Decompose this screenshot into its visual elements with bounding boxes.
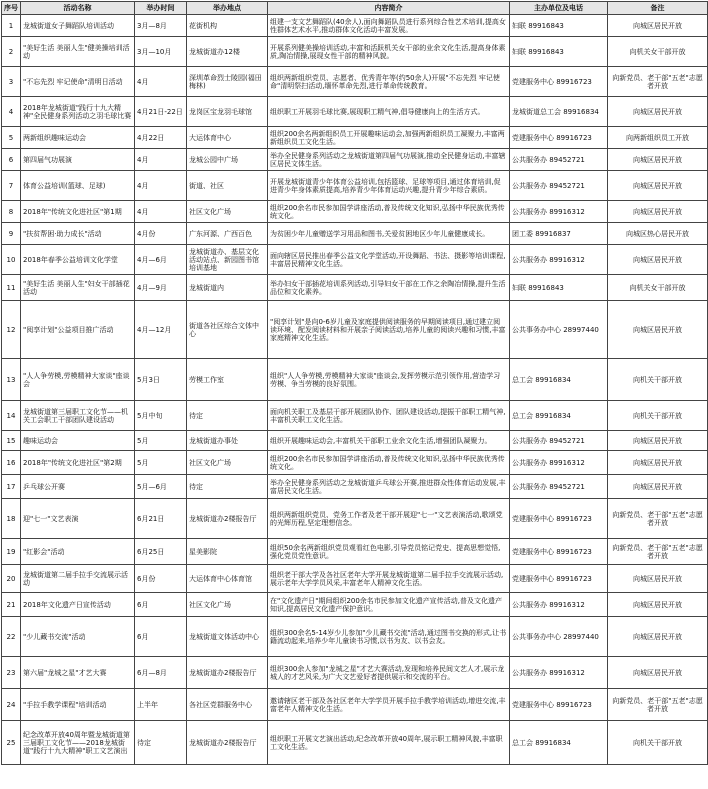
activity-name: "扶贫帮困·助力成长"活动 [21, 223, 135, 245]
activity-name: 2018年春季公益培训文化学堂 [21, 245, 135, 275]
activity-place: 龙城街道办12楼 [187, 37, 268, 67]
organizer-phone: 公共服务办 89916312 [510, 657, 608, 689]
activity-desc: 组织300余名5-14岁少儿参加"少儿藏书交流"活动,通过图书交换的形式,让书籍流动起来,培养少年儿童读书习惯,以书为友、以书会友。 [268, 617, 510, 657]
organizer-phone: 妇联 89916843 [510, 37, 608, 67]
organizer-phone: 党建服务中心 89916723 [510, 499, 608, 539]
activity-name: 纪念改革开放40周年暨龙城街道第三届职工文化节——2018龙城街道"践行十九大精神"职工文艺演出 [21, 721, 135, 765]
activity-name: 乒乓球公开赛 [21, 475, 135, 499]
activity-time: 4月 [135, 201, 187, 223]
activity-desc: 开展系列健美操培训活动,丰富和活跃机关女干部的业余文化生活,提高身体素质,陶冶情操,展现女性干部的精神风貌。 [268, 37, 510, 67]
activity-note: 向新党员、老干部"五老"志愿者开放 [608, 499, 708, 539]
activity-time: 5月3日 [135, 359, 187, 401]
activity-place: 龙岗区宝龙羽毛球馆 [187, 97, 268, 127]
activity-note: 向机关女干部开放 [608, 37, 708, 67]
table-row [2, 301, 708, 359]
activity-place: 深圳革命烈士陵园(福田梅林) [187, 67, 268, 97]
activity-note: 向城区居民开放 [608, 97, 708, 127]
organizer-phone: 党建服务中心 89916723 [510, 67, 608, 97]
activity-note: 向城区居民开放 [608, 149, 708, 171]
activity-name: 龙城街道第三届职工文化节——机关工会职工干部团队建设活动 [21, 401, 135, 431]
organizer-phone: 党建服务中心 89916723 [510, 565, 608, 593]
activity-place: 街道、社区 [187, 171, 268, 201]
activity-time: 4月 [135, 171, 187, 201]
row-number: 12 [2, 301, 21, 359]
activity-place: 社区文化广场 [187, 451, 268, 475]
activity-name: 第四届气功展演 [21, 149, 135, 171]
row-number: 25 [2, 721, 21, 765]
row-number: 22 [2, 617, 21, 657]
activity-time: 4月21日-22日 [135, 97, 187, 127]
activity-note: 向城区居民开放 [608, 617, 708, 657]
activity-note: 向城区居民开放 [608, 657, 708, 689]
activity-name: 2018年"传统文化进社区"第2期 [21, 451, 135, 475]
table-row [2, 499, 708, 539]
row-number: 14 [2, 401, 21, 431]
activity-note: 向城区居民开放 [608, 565, 708, 593]
activity-note: 向新党员、老干部"五老"志愿者开放 [608, 67, 708, 97]
table-row [2, 37, 708, 67]
organizer-phone: 龙城街道总工会 89916834 [510, 97, 608, 127]
activity-time: 4月—9月 [135, 275, 187, 301]
row-number: 19 [2, 539, 21, 565]
activity-time: 待定 [135, 721, 187, 765]
activity-place: 待定 [187, 401, 268, 431]
activity-time: 4月 [135, 67, 187, 97]
activity-desc: 组织200余名市民参加国学讲座活动,普及传统文化知识,弘扬中华民族优秀传统文化。 [268, 451, 510, 475]
activity-place: 星美影院 [187, 539, 268, 565]
activity-name: 迎"七一"文艺表演 [21, 499, 135, 539]
table-row [2, 201, 708, 223]
organizer-phone: 公共服务办 89916312 [510, 451, 608, 475]
activity-note: 向新党员、老干部"五老"志愿者开放 [608, 689, 708, 721]
table-row [2, 565, 708, 593]
activity-desc: 在"文化遗产日"期间组织200余名市民参加文化遗产宣传活动,普及文化遗产知识,提高居民文化遗产保护意识。 [268, 593, 510, 617]
organizer-phone: 团工委 89916837 [510, 223, 608, 245]
organizer-phone: 公共事务办中心 28997440 [510, 617, 608, 657]
activity-desc: 组织两新组织党员、志愿者、优秀青年等(约50余人)开展"不忘先烈 牢记使命"清明祭扫活动,缅怀革命先烈,进行革命传统教育。 [268, 67, 510, 97]
activity-place: 龙城街道办2楼报告厅 [187, 657, 268, 689]
header-desc: 内容简介 [268, 2, 510, 15]
organizer-phone: 公共服务办 89916312 [510, 201, 608, 223]
activity-time: 上半年 [135, 689, 187, 721]
organizer-phone: 公共服务办 89452721 [510, 149, 608, 171]
organizer-phone: 妇联 89916843 [510, 275, 608, 301]
activity-time: 4月—12月 [135, 301, 187, 359]
activity-time: 4月份 [135, 223, 187, 245]
activity-desc: 组织老干部大学及各社区老年大学开展龙城街道第二届手拉手交流展示活动,展示老年大学学员风采,丰富老年人精神文化生活。 [268, 565, 510, 593]
row-number: 23 [2, 657, 21, 689]
activity-place: 龙城街道办2楼报告厅 [187, 721, 268, 765]
activity-name: 两新组织趣味运动会 [21, 127, 135, 149]
activity-place: 龙城街道办事处 [187, 431, 268, 451]
activity-desc: 举办全民健身系列活动之龙城街道乒乓球公开赛,推进群众性体育运动发展,丰富居民文化生活。 [268, 475, 510, 499]
row-number: 7 [2, 171, 21, 201]
activity-desc: 举办妇女干部插花培训系列活动,引导妇女干部在工作之余陶冶情操,提升生活品位和文化素养。 [268, 275, 510, 301]
activity-name: 2018年"传统文化进社区"第1期 [21, 201, 135, 223]
activity-time: 4月 [135, 149, 187, 171]
activity-note: 向城区居民开放 [608, 593, 708, 617]
activity-note: 向机关干部开放 [608, 721, 708, 765]
row-number: 21 [2, 593, 21, 617]
activity-place: 劳模工作室 [187, 359, 268, 401]
activity-note: 向城区居民开放 [608, 201, 708, 223]
table-row [2, 593, 708, 617]
activity-desc: 邀请辖区老干部及各社区老年大学学员开展手拉手教学培训活动,增进交流,丰富老年人精神文化生活。 [268, 689, 510, 721]
table-row [2, 451, 708, 475]
table-row [2, 359, 708, 401]
activity-time: 5月 [135, 431, 187, 451]
activity-name: 趣味运动会 [21, 431, 135, 451]
table-row [2, 539, 708, 565]
table-row [2, 67, 708, 97]
activity-name: "红影会"活动 [21, 539, 135, 565]
activity-note: 向机关干部开放 [608, 359, 708, 401]
organizer-phone: 总工会 89916834 [510, 359, 608, 401]
table-row [2, 149, 708, 171]
table-row [2, 431, 708, 451]
activity-time: 3月—8月 [135, 15, 187, 37]
table-row [2, 97, 708, 127]
activity-name: "阅享计划"公益项目推广活动 [21, 301, 135, 359]
activity-name: 体育公益培训(篮球、足球) [21, 171, 135, 201]
activity-desc: 组织两新组织党员、党务工作者及老干部开展迎"七一"文艺表演活动,歌颂党的光辉历程,坚定理想信念。 [268, 499, 510, 539]
activity-desc: 面向辖区居民推出春季公益文化学堂活动,开设舞蹈、书法、摄影等培训课程,丰富居民精神文化生活。 [268, 245, 510, 275]
table-row [2, 689, 708, 721]
table-row [2, 401, 708, 431]
activity-note: 向城区居民开放 [608, 245, 708, 275]
activity-name: "美好生活 美丽人生"健美操培训活动 [21, 37, 135, 67]
organizer-phone: 总工会 89916834 [510, 401, 608, 431]
activity-time: 4月22日 [135, 127, 187, 149]
activity-name: "少儿藏书交流"活动 [21, 617, 135, 657]
row-number: 9 [2, 223, 21, 245]
header-org: 主办单位及电话 [510, 2, 608, 15]
activity-name: "人人争劳模,劳模精神大家谈"座谈会 [21, 359, 135, 401]
row-number: 8 [2, 201, 21, 223]
organizer-phone: 总工会 89916834 [510, 721, 608, 765]
organizer-phone: 公共服务办 89916312 [510, 593, 608, 617]
activity-note: 向机关女干部开放 [608, 275, 708, 301]
header-note: 备注 [608, 2, 708, 15]
row-number: 6 [2, 149, 21, 171]
table-row [2, 171, 708, 201]
row-number: 16 [2, 451, 21, 475]
activity-note: 向城区居民开放 [608, 15, 708, 37]
activity-place: 大运体育中心 [187, 127, 268, 149]
activity-time: 5月中旬 [135, 401, 187, 431]
activity-time: 6月 [135, 617, 187, 657]
header-row [2, 2, 708, 15]
activity-note: 向城区居民开放 [608, 171, 708, 201]
activity-place: 龙城公园中广场 [187, 149, 268, 171]
activity-time: 6月21日 [135, 499, 187, 539]
activity-note: 向两新组织员工开放 [608, 127, 708, 149]
activity-desc: 面向机关职工及基层干部开展团队协作、团队建设活动,提振干部职工精气神,丰富机关职工文化生活。 [268, 401, 510, 431]
table-row [2, 657, 708, 689]
activity-desc: "阅享计划"是向0-6岁儿童及家庭提供阅读服务的早期阅读项目,通过建立阅读环境、配发阅读材料和开展亲子阅读活动,培养儿童的阅读兴趣和习惯,丰富家庭精神文化生活。 [268, 301, 510, 359]
table-row [2, 475, 708, 499]
row-number: 18 [2, 499, 21, 539]
organizer-phone: 党建服务中心 89916723 [510, 127, 608, 149]
activity-time: 3月—10月 [135, 37, 187, 67]
row-number: 4 [2, 97, 21, 127]
row-number: 5 [2, 127, 21, 149]
activity-place: 大运体育中心体育馆 [187, 565, 268, 593]
row-number: 20 [2, 565, 21, 593]
activity-place: 社区文化广场 [187, 593, 268, 617]
activity-desc: 组织200余名市民参加国学讲座活动,普及传统文化知识,弘扬中华民族优秀传统文化。 [268, 201, 510, 223]
activity-time: 6月25日 [135, 539, 187, 565]
organizer-phone: 公共服务办 89452721 [510, 475, 608, 499]
activity-name: 龙城街道女子舞蹈队培训活动 [21, 15, 135, 37]
activity-note: 向城区热心居民开放 [608, 223, 708, 245]
organizer-phone: 公共服务办 89452721 [510, 171, 608, 201]
row-number: 1 [2, 15, 21, 37]
activity-place: 龙城街道办2楼报告厅 [187, 499, 268, 539]
activity-desc: 组织300余人参加"龙城之星"才艺大赛活动,发现和培养民间文艺人才,展示龙城人的才艺风采,为广大文艺爱好者提供展示和交流的平台。 [268, 657, 510, 689]
activity-desc: 组织开展趣味运动会,丰富机关干部职工业余文化生活,增强团队凝聚力。 [268, 431, 510, 451]
activity-place: 花街机构 [187, 15, 268, 37]
header-time: 举办时间 [135, 2, 187, 15]
activity-time: 4月—6月 [135, 245, 187, 275]
activity-desc: 组织50余名两新组织党员观看红色电影,引导党员铭记党史、提高思想觉悟,强化党员党性意识。 [268, 539, 510, 565]
table-row [2, 223, 708, 245]
activity-place: 龙城街道文体活动中心 [187, 617, 268, 657]
activity-place: 街道各社区综合文体中心 [187, 301, 268, 359]
row-number: 11 [2, 275, 21, 301]
activity-name: 2018年龙城街道"践行十九大精神"全民健身系列活动之羽毛球比赛 [21, 97, 135, 127]
activity-place: 龙城街道办、基层文化活动站点、新园图书馆培训基地 [187, 245, 268, 275]
table-row [2, 721, 708, 765]
header-place: 举办地点 [187, 2, 268, 15]
organizer-phone: 公共事务办中心 28997440 [510, 301, 608, 359]
activity-place: 待定 [187, 475, 268, 499]
activity-desc: 举办全民健身系列活动之龙城街道第四届气功展演,推动全民健身运动,丰富辖区居民文体生活。 [268, 149, 510, 171]
activity-time: 6月 [135, 593, 187, 617]
table-row [2, 245, 708, 275]
table-row [2, 275, 708, 301]
activity-time: 6月—8月 [135, 657, 187, 689]
table-row [2, 15, 708, 37]
row-number: 15 [2, 431, 21, 451]
activity-place: 龙城街道内 [187, 275, 268, 301]
table-row [2, 127, 708, 149]
row-number: 2 [2, 37, 21, 67]
activity-desc: 组织职工开展文艺演出活动,纪念改革开放40周年,展示职工精神风貌,丰富职工文化生活。 [268, 721, 510, 765]
row-number: 13 [2, 359, 21, 401]
activity-time: 6月份 [135, 565, 187, 593]
organizer-phone: 公共服务办 89452721 [510, 431, 608, 451]
activity-place: 各社区党群服务中心 [187, 689, 268, 721]
activity-desc: 组织200余名两新组织员工开展趣味运动会,加强两新组织员工凝聚力,丰富两新组织员工文化生活。 [268, 127, 510, 149]
activity-name: "不忘先烈 牢记使命"清明日活动 [21, 67, 135, 97]
activity-name: 第六届"龙城之星"才艺大赛 [21, 657, 135, 689]
organizer-phone: 公共服务办 89916312 [510, 245, 608, 275]
row-number: 17 [2, 475, 21, 499]
activity-note: 向城区居民开放 [608, 431, 708, 451]
row-number: 24 [2, 689, 21, 721]
activity-place: 社区文化广场 [187, 201, 268, 223]
activity-desc: 组织"人人争劳模,劳模精神大家谈"座谈会,发挥劳模示范引领作用,营造学习劳模、争当劳模的良好氛围。 [268, 359, 510, 401]
activity-time: 5月 [135, 451, 187, 475]
activity-desc: 开展龙城街道青少年体育公益培训,包括篮球、足球等项目,通过体育培训,促进青少年身体素质提高,培养青少年体育运动兴趣,提升青少年综合素质。 [268, 171, 510, 201]
activity-name: "美好生活 美丽人生"妇女干部插花活动 [21, 275, 135, 301]
activity-note: 向城区居民开放 [608, 451, 708, 475]
activity-note: 向新党员、老干部"五老"志愿者开放 [608, 539, 708, 565]
activity-note: 向机关干部开放 [608, 401, 708, 431]
row-number: 10 [2, 245, 21, 275]
activity-time: 5月—6月 [135, 475, 187, 499]
activity-name: 2018年文化遗产日宣传活动 [21, 593, 135, 617]
activity-note: 向城区居民开放 [608, 301, 708, 359]
activity-schedule-table [1, 1, 708, 765]
table-body [2, 15, 708, 765]
activity-desc: 组织职工开展羽毛球比赛,展现职工精气神,倡导健康向上的生活方式。 [268, 97, 510, 127]
activity-name: "手拉手教学课程"培训活动 [21, 689, 135, 721]
activity-place: 广东河源、广西百色 [187, 223, 268, 245]
row-number: 3 [2, 67, 21, 97]
table-row [2, 617, 708, 657]
organizer-phone: 党建服务中心 89916723 [510, 539, 608, 565]
activity-name: 龙城街道第二届手拉手交流展示活动 [21, 565, 135, 593]
header-no: 序号 [2, 2, 21, 15]
activity-note: 向城区居民开放 [608, 475, 708, 499]
organizer-phone: 党建服务中心 89916723 [510, 689, 608, 721]
header-name: 活动名称 [21, 2, 135, 15]
activity-desc: 为贫困少年儿童赠送学习用品和图书,关爱贫困地区少年儿童健康成长。 [268, 223, 510, 245]
activity-desc: 组建一支文艺舞蹈队(40余人),面向舞蹈队员进行系列综合性艺术培训,提高女性群体艺术水平,推动群体文化活动丰富发展。 [268, 15, 510, 37]
organizer-phone: 妇联 89916843 [510, 15, 608, 37]
